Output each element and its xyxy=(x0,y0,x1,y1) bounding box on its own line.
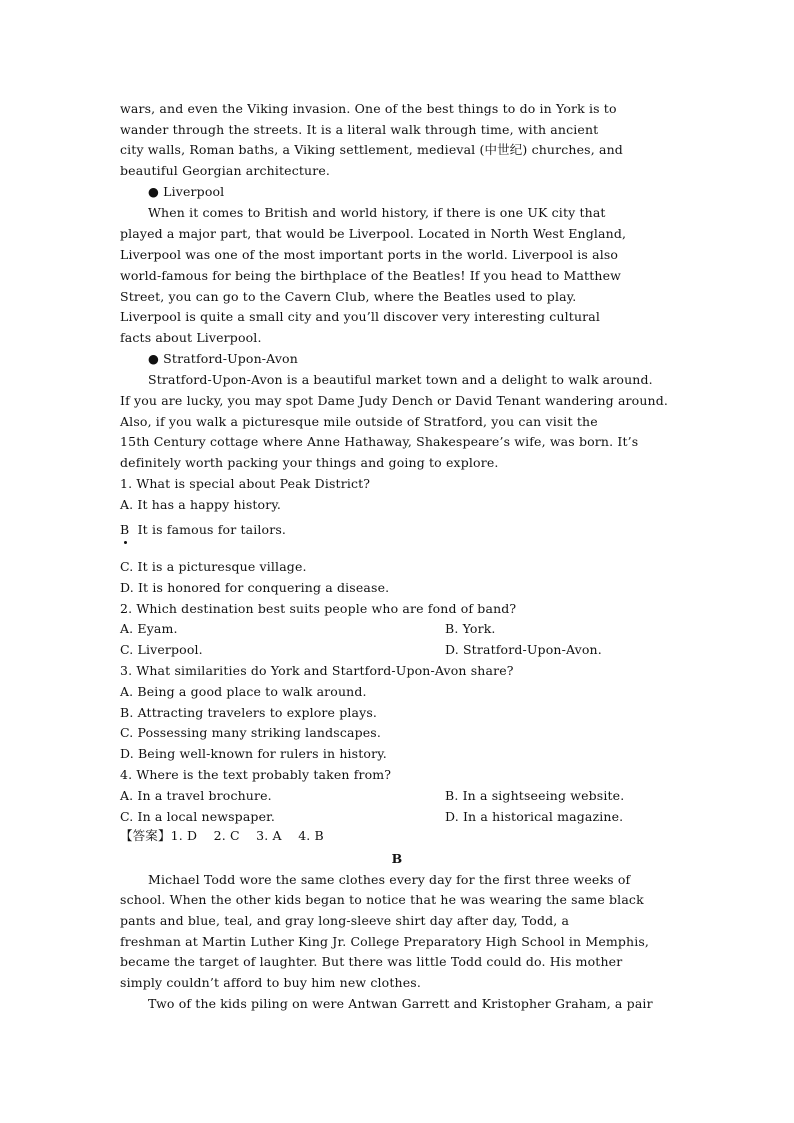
liverpool-line: Liverpool was one of the most important ports in the world. Liverpool is also xyxy=(120,247,619,262)
question-1-option-a: A. It has a happy history. xyxy=(120,497,282,512)
question-1-option-c: C. It is a picturesque village. xyxy=(120,559,307,574)
question-4-option-c: C. In a local newspaper. xyxy=(120,809,275,824)
stratford-line: definitely worth packing your things and going to explore. xyxy=(120,455,499,470)
stratford-line: If you are lucky, you may spot Dame Judy Dench or David Tenant wandering around. xyxy=(120,393,669,408)
question-4-option-d: D. In a historical magazine. xyxy=(445,809,624,824)
question-3: 3. What similarities do York and Startford-Upon-Avon share? xyxy=(120,663,514,678)
question-4: 4. Where is the text probably taken from? xyxy=(120,767,392,782)
passage-b-heading: B xyxy=(391,851,403,866)
stratford-line: 15th Century cottage where Anne Hathaway, Shakespeare’s wife, was born. It’s xyxy=(120,434,639,449)
passage-b-line: simply couldn’t afford to buy him new clothes. xyxy=(120,975,421,990)
question-3-option-a: A. Being a good place to walk around. xyxy=(120,684,367,699)
liverpool-line: Street, you can go to the Cavern Club, where the Beatles used to play. xyxy=(120,289,577,304)
passage-b-line: Two of the kids piling on were Antwan Garrett and Kristopher Graham, a pair xyxy=(148,996,653,1011)
question-4-option-a: A. In a travel brochure. xyxy=(120,788,272,803)
york-line: city walls, Roman baths, a Viking settlement, medieval (中世纪) churches, and xyxy=(120,142,623,157)
question-2: 2. Which destination best suits people who are fond of band? xyxy=(120,601,517,616)
liverpool-line: world-famous for being the birthplace of the Beatles! If you head to Matthew xyxy=(120,268,621,283)
stratford-heading: ● Stratford-Upon-Avon xyxy=(148,351,298,366)
york-line: beautiful Georgian architecture. xyxy=(120,163,331,178)
question-2-option-c: C. Liverpool. xyxy=(120,642,203,657)
liverpool-line: played a major part, that would be Liverpool. Located in North West England, xyxy=(120,226,627,241)
question-1-option-d: D. It is honored for conquering a disease. xyxy=(120,580,390,595)
liverpool-line: facts about Liverpool. xyxy=(120,330,262,345)
question-3-option-c: C. Possessing many striking landscapes. xyxy=(120,725,381,740)
question-1: 1. What is special about Peak District? xyxy=(120,476,371,491)
york-line: wars, and even the Viking invasion. One of the best things to do in York is to xyxy=(120,101,617,116)
passage-b-line: Michael Todd wore the same clothes every day for the first three weeks of xyxy=(148,872,631,887)
passage-b-line: school. When the other kids began to notice that he was wearing the same black xyxy=(120,892,644,907)
question-2-option-a: A. Eyam. xyxy=(120,621,178,636)
stratford-line: Stratford-Upon-Avon is a beautiful market town and a delight to walk around. xyxy=(148,372,653,387)
liverpool-heading: ● Liverpool xyxy=(148,184,225,199)
question-1-option-b: B It is famous for tailors. xyxy=(120,522,287,537)
question-4-option-b: B. In a sightseeing website. xyxy=(445,788,625,803)
passage-b-line: freshman at Martin Luther King Jr. College Preparatory High School in Memphis, xyxy=(120,934,650,949)
stratford-line: Also, if you walk a picturesque mile outside of Stratford, you can visit the xyxy=(120,414,598,429)
liverpool-line: When it comes to British and world history, if there is one UK city that xyxy=(148,205,606,220)
stray-dot xyxy=(124,541,127,544)
question-3-option-d: D. Being well-known for rulers in history. xyxy=(120,746,387,761)
york-line: wander through the streets. It is a literal walk through time, with ancient xyxy=(120,122,599,137)
liverpool-line: Liverpool is quite a small city and you’ll discover very interesting cultural xyxy=(120,309,601,324)
answer-key: 【答案】1. D 2. C 3. A 4. B xyxy=(120,828,324,843)
question-2-option-b: B. York. xyxy=(445,621,496,636)
passage-b-line: pants and blue, teal, and gray long-sleeve shirt day after day, Todd, a xyxy=(120,913,570,928)
passage-b-line: became the target of laughter. But there was little Todd could do. His mother xyxy=(120,954,623,969)
question-3-option-b: B. Attracting travelers to explore plays. xyxy=(120,705,378,720)
question-2-option-d: D. Stratford-Upon-Avon. xyxy=(445,642,602,657)
